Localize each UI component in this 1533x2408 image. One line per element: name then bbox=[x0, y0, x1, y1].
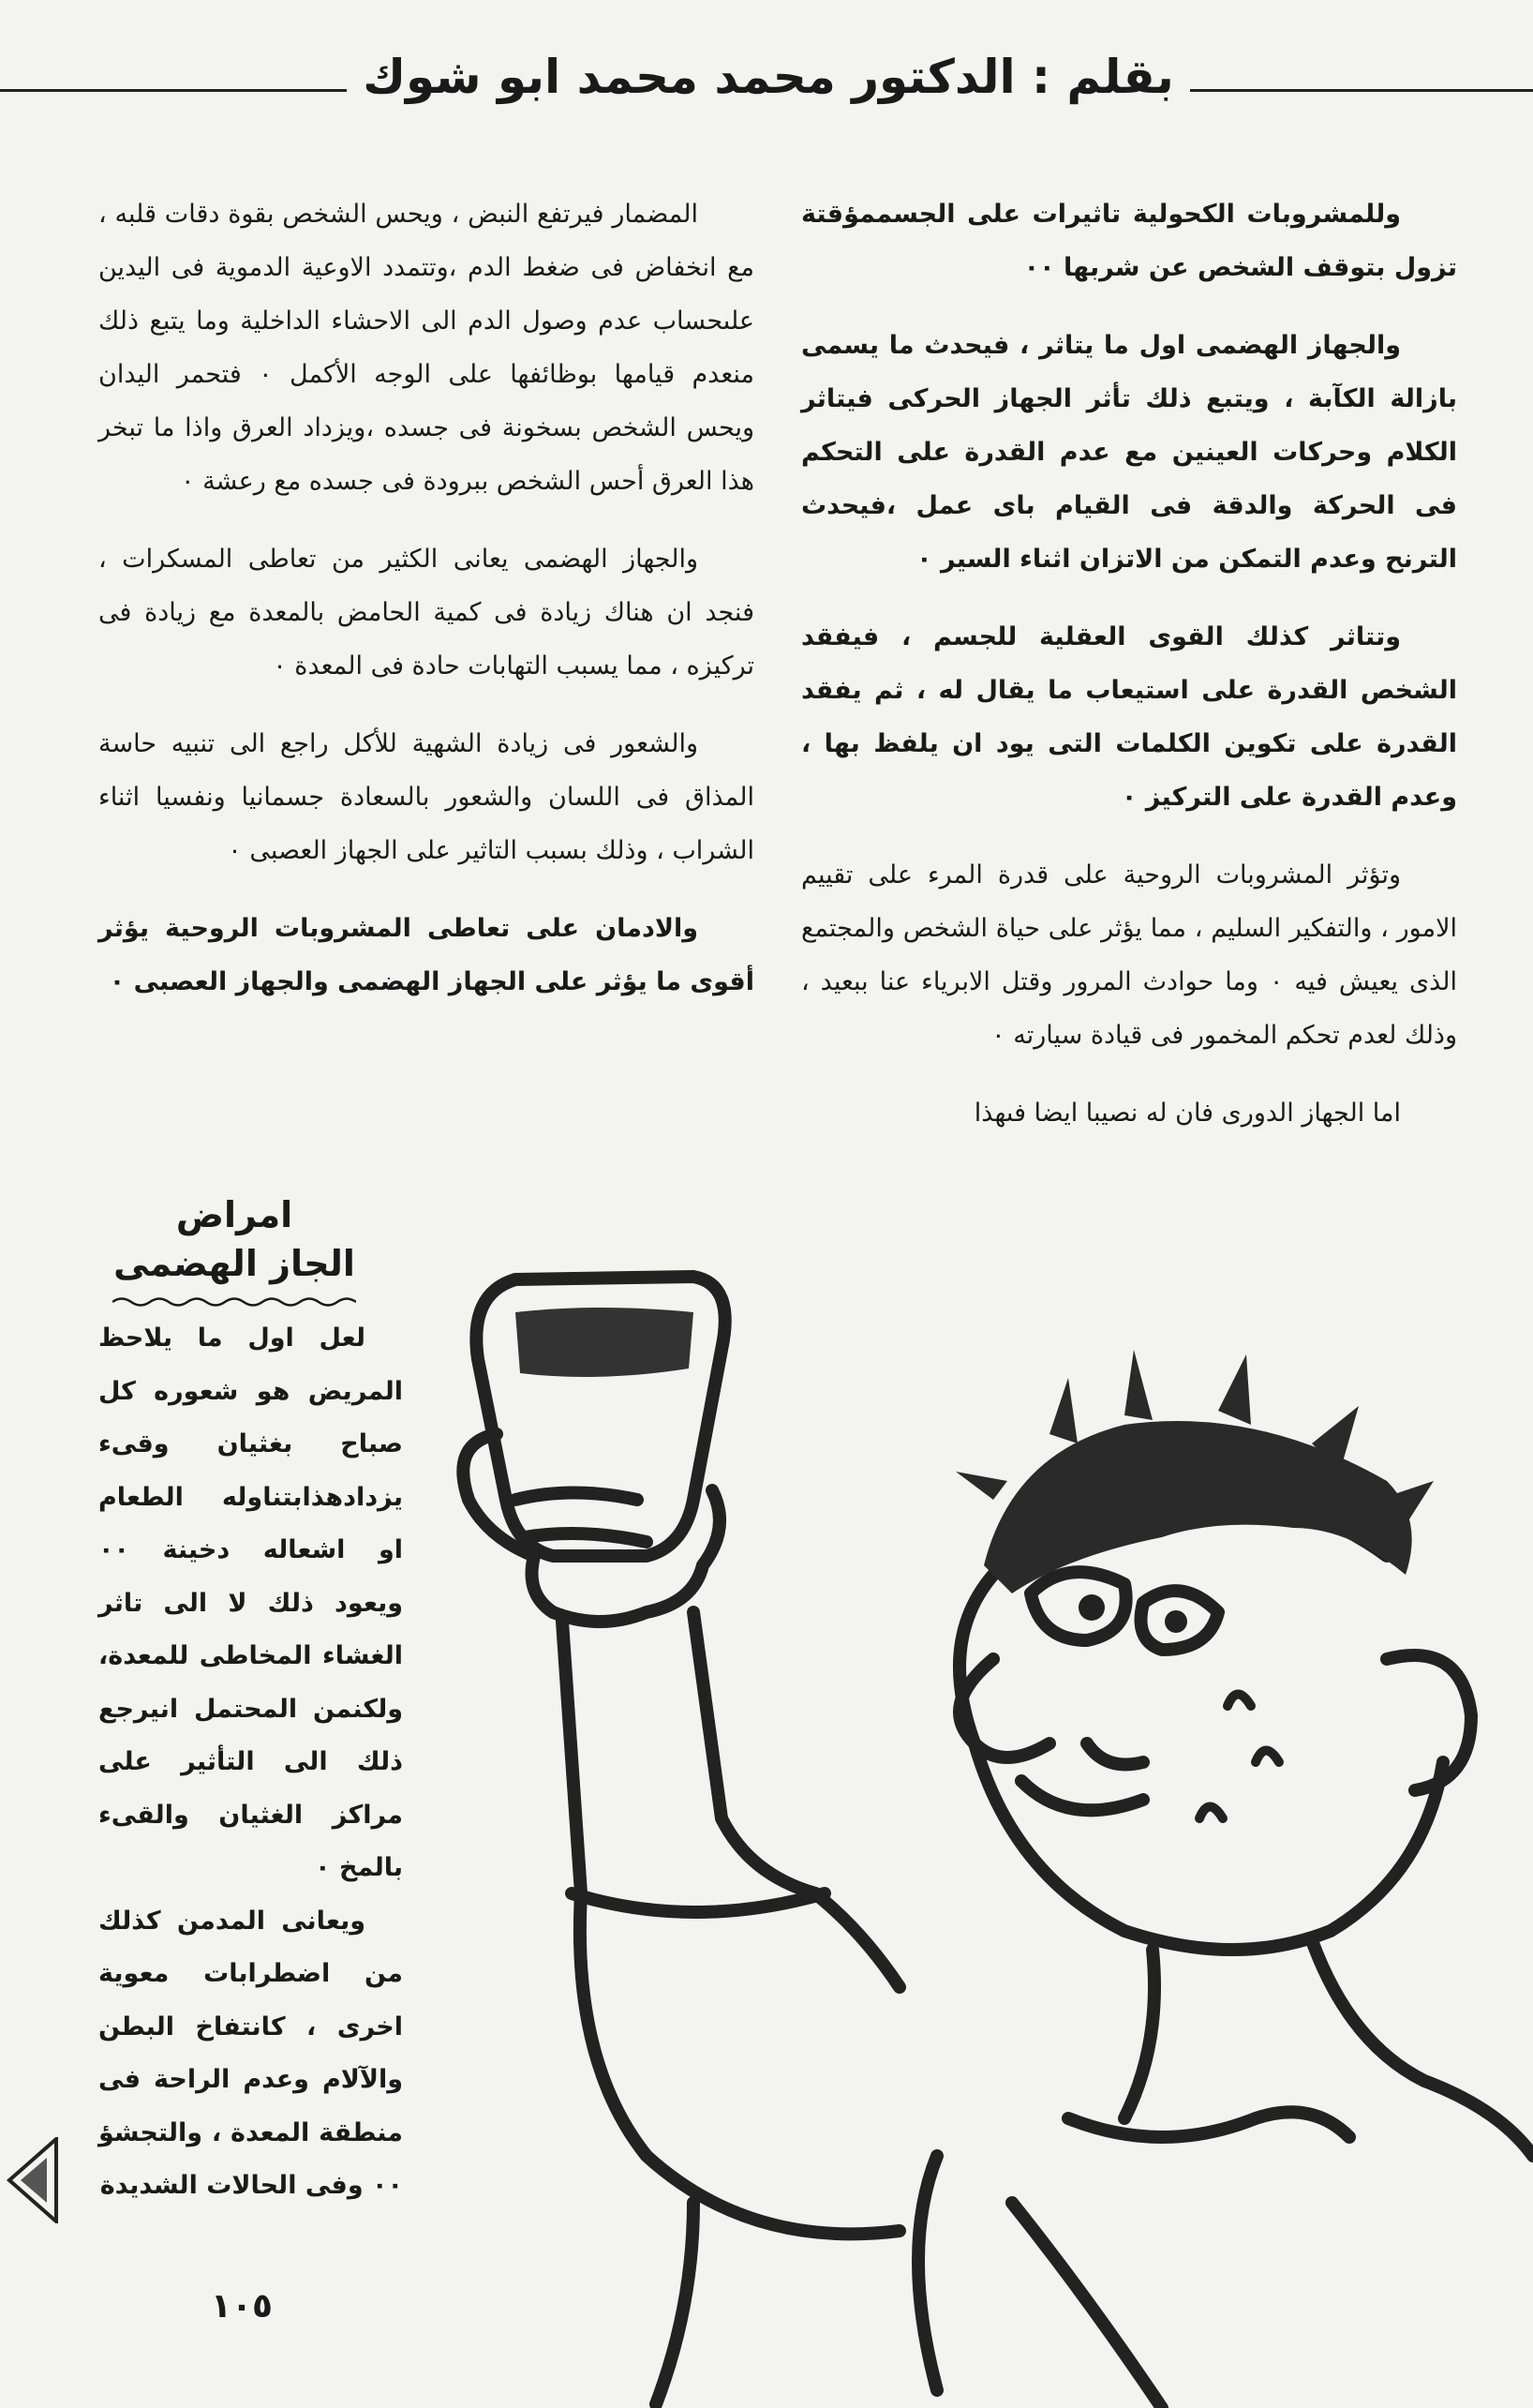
paragraph: وتتاثر كذلك القوى العقلية للجسم ، فيفقد الشخص القدرة على استيعاب ما يقال له ، ثم يفقد القدرة على تكوين الكلمات التى يود ان يلفظ بها ، وعدم القدرة على التركيز ٠ bbox=[801, 622, 1457, 812]
heading-underline bbox=[112, 1295, 356, 1309]
paragraph: والجهاز الهضمى اول ما يتاثر ، فيحدث ما يسمى بازالة الكآبة ، ويتبع ذلك تأثر الجهاز الحركى فيتاثر الكلام وحركات العينين مع عدم القدرة على التحكم فى الحركة والدقة فى القيام باى عمل ،فيحدث الترنح وعدم التمكن من الاتزان اثناء السير ٠ bbox=[801, 331, 1457, 574]
paragraph: المضمار فيرتفع النبض ، ويحس الشخص بقوة دقات قلبه ، مع انخفاض فى ضغط الدم ،وتتمدد الاوعية الدموية فى اليدين علىحساب عدم وصول الدم الى الاحشاء الداخلية وما يتبع ذلك منعدم قيامها بوظائفها على الوجه الأكمل ٠ فتحمر اليدان ويحس الشخص بسخونة فى جسده ،ويزداد العرق واذا ما تبخر هذا العرق أحس الشخص ببرودة فى جسده مع رعشة ٠ bbox=[98, 200, 754, 496]
sidebar-heading-line2: الجاز الهضمى bbox=[113, 1243, 355, 1284]
paragraph: وتؤثر المشروبات الروحية على قدرة المرء على تقييم الامور ، والتفكير السليم ، مما يؤثر على حياة الشخص والمجتمع الذى يعيش فيه ٠ وما حوادث المرور وقتل الابرياء عنا ببعيد ، وذلك لعدم تحكم المخمور فى قيادة سيارته ٠ bbox=[801, 860, 1457, 1050]
paragraph: لعل اول ما يلاحظ المريض هو شعوره كل صباح بغثيان وقىء يزدادهذابتناوله الطعام او اشعاله دخينة ٠٠ ويعود ذلك لا الى تاثر الغشاء المخاطى للمعدة، ولكنمن المحتمل انيرجع ذلك الى التأثير على مراكز الغثيان والقىء بالمخ ٠ bbox=[98, 1324, 403, 1882]
article-column-left bbox=[98, 187, 754, 1033]
sidebar-text bbox=[98, 1312, 403, 2213]
sidebar-heading bbox=[94, 1190, 375, 1309]
page-number: ١٠٥ bbox=[211, 2287, 273, 2326]
paragraph: والشعور فى زيادة الشهية للأكل راجع الى تنبيه حاسة المذاق فى اللسان والشعور بالسعادة جسمانيا ونفسيا اثناء الشراب ، وذلك بسبب التاثير على الجهاز العصبى ٠ bbox=[98, 729, 754, 865]
paragraph: والادمان على تعاطى المشروبات الروحية يؤثر أقوى ما يؤثر على الجهاز الهضمى والجهاز العصبى ٠ bbox=[98, 914, 754, 996]
paragraph: وللمشروبات الكحولية تاثيرات على الجسممؤقتة تزول بتوقف الشخص عن شربها ٠٠ bbox=[801, 200, 1457, 282]
sidebar-heading-line1: امراض bbox=[175, 1194, 293, 1235]
left-triangle-icon bbox=[6, 2137, 58, 2223]
header-rule-left bbox=[0, 89, 347, 92]
paragraph: اما الجهاز الدورى فان له نصيبا ايضا فىهذا bbox=[974, 1099, 1401, 1128]
paragraph: والجهاز الهضمى يعانى الكثير من تعاطى المسكرات ، فنجد ان هناك زيادة فى كمية الحامض بالمعدة مع زيادة فى تركيزه ، مما يسبب التهابات حادة فى المعدة ٠ bbox=[98, 545, 754, 681]
article-byline: بقلم : الدكتور محمد محمد ابو شوك bbox=[363, 50, 1174, 104]
header-rule-right bbox=[1190, 89, 1533, 92]
article-column-right bbox=[801, 187, 1457, 1164]
paragraph: ويعانى المدمن كذلك من اضطرابات معوية اخرى ، كانتفاخ البطن والآلام وعدم الراحة فى منطقة المعدة ، والتجشؤ ٠٠ وفى الحالات الشديدة bbox=[98, 1906, 403, 2200]
cartoon-drinker-illustration bbox=[412, 1219, 1533, 2408]
